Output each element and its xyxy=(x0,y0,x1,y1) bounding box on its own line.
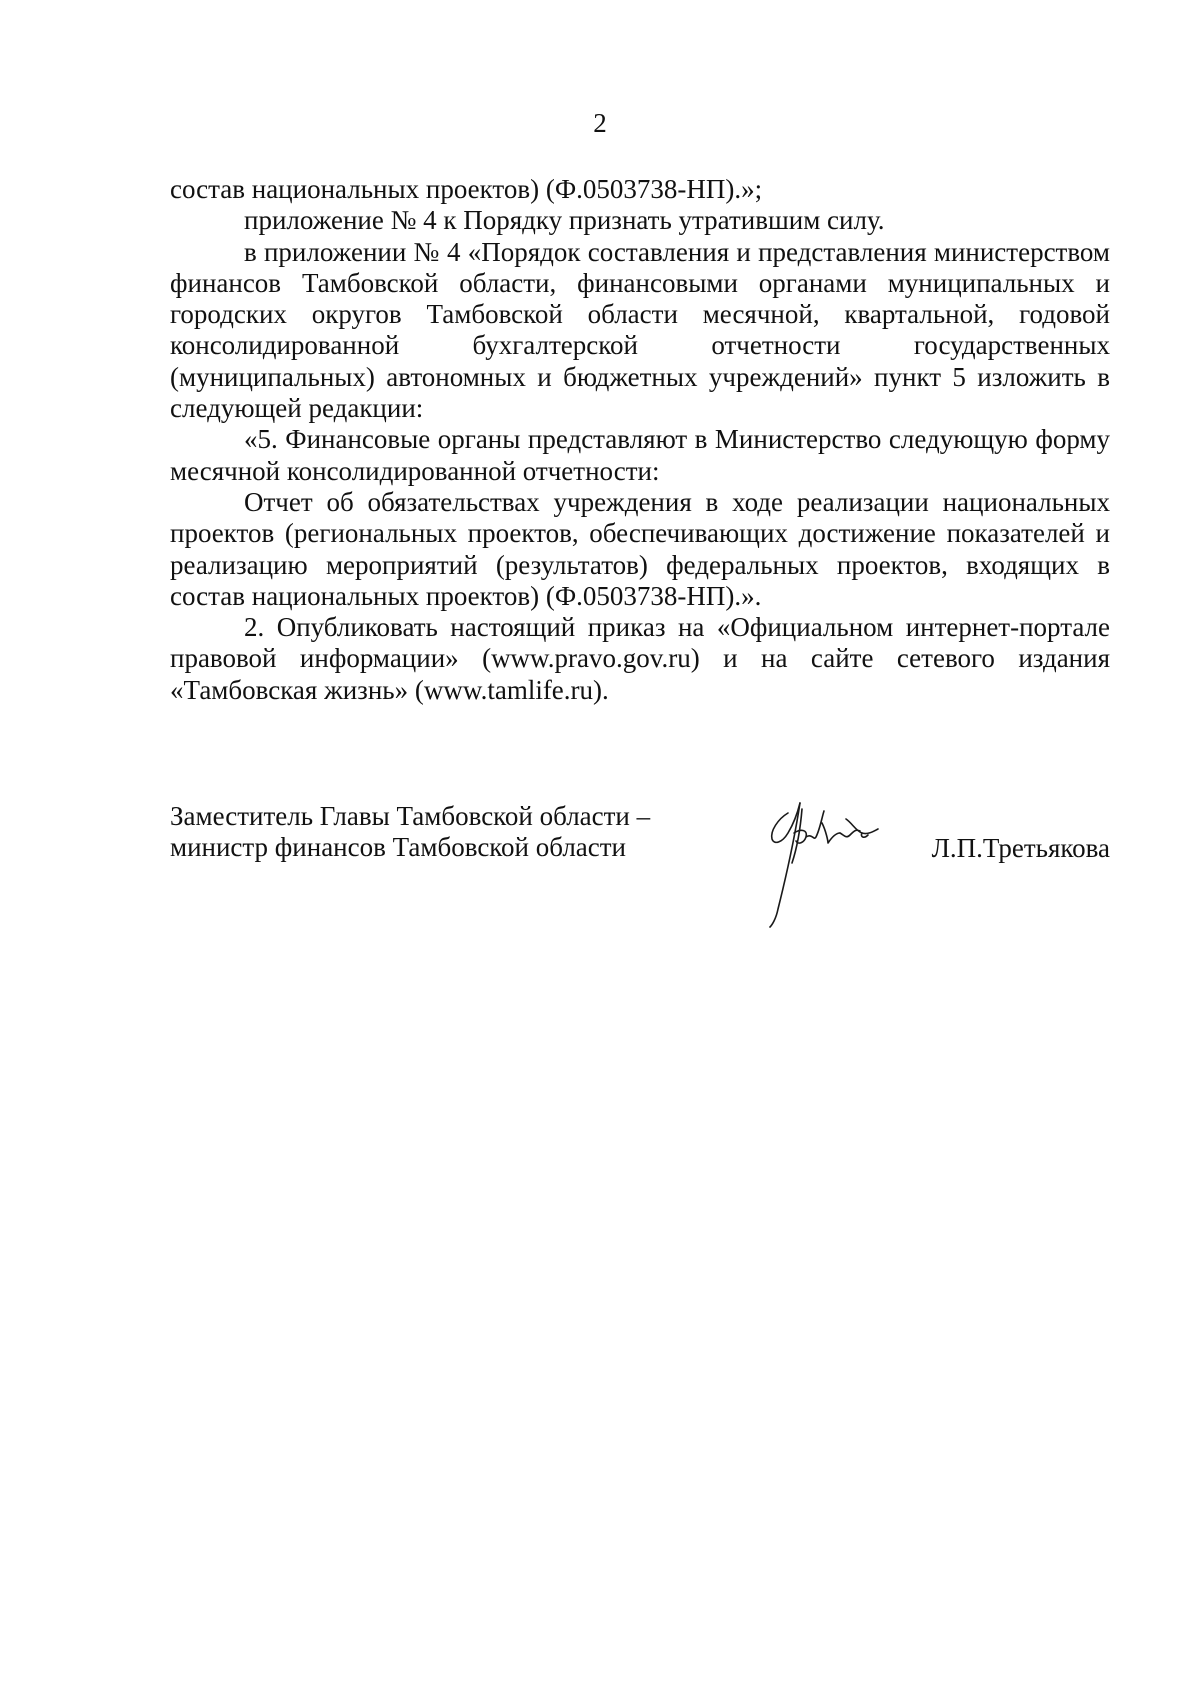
signer-position-line-1: Заместитель Главы Тамбовской области – xyxy=(170,801,651,831)
paragraph-1: состав национальных проектов) (Ф.0503738-НП).»; xyxy=(170,174,763,204)
paragraph-5: Отчет об обязательствах учреждения в ходе реализации национальных проектов (региональных проектов, обеспечивающих достижение показателей и реализацию мероприятий (результатов) федеральных проектов, входящих в состав национальных проектов) (Ф.0503738-НП).». xyxy=(170,486,1110,611)
signer-position-line-2: министр финансов Тамбовской области xyxy=(170,832,627,863)
paragraph-4: «5. Финансовые органы представляют в Министерство следующую форму месячной консолидированной отчетности: xyxy=(170,424,1110,486)
handwritten-signature xyxy=(742,789,892,939)
paragraph-3: в приложении № 4 «Порядок составления и представления министерством финансов Тамбовской области, финансовыми органами муниципальных и городских округов Тамбовской области месячной, квартальной, годовой консолидированной бухгалтерской отчетности государственных (муниципальных) автономных и бюджетных учреждений» пункт 5 изложить в следующей редакции: xyxy=(170,236,1110,424)
signature-block xyxy=(170,801,1110,941)
paragraph-2: приложение № 4 к Порядку признать утратившим силу. xyxy=(244,205,885,236)
signer-position xyxy=(170,801,730,864)
page-number: 2 xyxy=(593,108,607,138)
paragraph-6: 2. Опубликовать настоящий приказ на «Официальном интернет-портале правовой информации» (www.pravo.gov.ru) и на сайте сетевого издания «Тамбовская жизнь» (www.tamlife.ru). xyxy=(170,612,1110,705)
signer-name: Л.П.Третьякова xyxy=(931,833,1110,863)
document-body xyxy=(170,174,1110,706)
